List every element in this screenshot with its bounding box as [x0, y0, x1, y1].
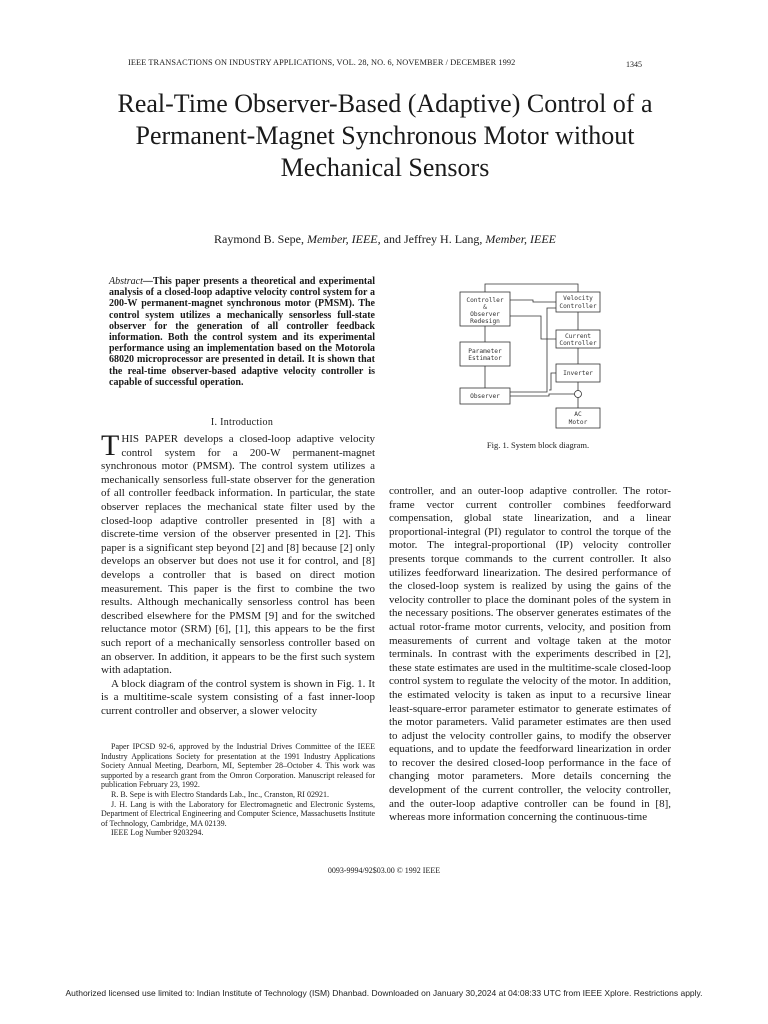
copyright-line: 0093-9994/92$03.00 © 1992 IEEE [327, 866, 441, 875]
author-line [100, 232, 670, 247]
label-parameter: Parameter [468, 348, 502, 355]
label-estimator: Estimator [468, 355, 502, 362]
intro-paragraph-2: A block diagram of the control system is shown in Fig. 1. It is a multitime-scale system consisting of a fast inner-loop current controller and observer, a slower velocity [101, 677, 375, 717]
footnote-4: IEEE Log Number 9203294. [111, 828, 204, 838]
label-controller: Controller [466, 297, 504, 304]
abstract-lead: Abstract [109, 276, 143, 287]
figure-caption: Fig. 1. System block diagram. [486, 440, 590, 450]
author-connector: and Jeffrey H. Lang, [380, 232, 486, 246]
author-1: Raymond B. Sepe, [213, 232, 307, 246]
label-motor: Motor [568, 419, 588, 426]
author-2-role: Member, IEEE [485, 232, 557, 246]
journal-header: IEEE TRANSACTIONS ON INDUSTRY APPLICATIONS, VOL. 28, NO. 6, NOVEMBER / DECEMBER 1992 [128, 58, 516, 67]
footnote [101, 742, 375, 838]
label-velocity-controller: Controller [559, 303, 597, 310]
right-column-text: controller, and an outer-loop adaptive controller. The rotor-frame vector current controller combines feedforward compensation, global state linearization, and a linear proportional-integral (PI) regulator to control the torque of the motor. The integral-proportional (IP) velocity controller presents torque commands to the current controller. It also utilizes feedforward linearization. The desired performance of the closed-loop system is realized by using the gains of the velocity controller to place the dominant poles of the system in the necessary positions. The observer generates estimates of the actual rotor-frame motor currents, velocity, and position from measurements of current and voltage taken at the motor terminals. In contrast with the experiments described in [2], these state estimates are used in the multitime-scale closed-loop control system to regulate the velocity of the motor. In addition, the estimated velocity is taken as input to a recursive linear least-square-error parameter estimator to generate estimates of the motor parameters. Valid parameter estimates are then used to adjust the velocity controller gains, to modify the observer equations, and to update the feedforward linearization in order to recover the desired closed-loop performance in the face of changing motor parameters. More details concerning the development of the current controller, the velocity controller, and the outer-loop adaptive controller can be found in [8], whereas more information concerning the continuous-time [389, 485, 671, 824]
abstract [109, 276, 375, 388]
drop-cap: T [101, 429, 120, 462]
license-notice: Authorized licensed use limited to: Indian Institute of Technology (ISM) Dhanbad. Downloaded on January 30,2024 at 04:08:33 UTC from IEEE Xplore. Restrictions apply. [65, 988, 703, 998]
abstract-text: —This paper presents a theoretical and experimental analysis of a closed-loop adaptive velocity control system for a 200-W permanent-magnet synchronous motor (PMSM). The control system utilizes a mechanically sensorless full-state observer for the generation of all controller feedback information. Both the control system and its experimental performance using an implementation based on the Motorola 68020 microprocessor are presented in detail. It is shown that the real-time observer-based adaptive velocity controller is capable of successful operation. [109, 276, 375, 388]
author-1-role: Member, IEEE, [306, 232, 381, 246]
section-heading-introduction: I. Introduction [210, 417, 274, 428]
label-observer: Observer [470, 393, 500, 400]
footnote-3: J. H. Lang is with the Laboratory for Electromagnetic and Electronic Systems, Department of Electrical Engineering and Computer Science, Massachusetts Institute of Technology, Cambridge, MA 02139. [101, 799, 375, 828]
body-column-left [101, 429, 375, 718]
label-inverter: Inverter [563, 370, 593, 377]
label-observer-1: Observer [470, 311, 500, 318]
footnote-1: Paper IPCSD 92-6, approved by the Industrial Drives Committee of the IEEE Industry Applications Society for presentation at the 1991 Industry Applications Society Annual Meeting, Dearborn, MI, September 28–October 4. This work was supported by a research grant from the Omron Corporation. Manuscript released for publication February 23, 1992. [101, 742, 375, 790]
page-number: 1345 [626, 60, 642, 69]
system-block-diagram [455, 280, 615, 440]
label-current-controller: Controller [559, 340, 597, 347]
label-current: Current [564, 333, 592, 340]
label-ampersand: & [483, 304, 487, 311]
label-ac: AC [574, 411, 582, 418]
label-redesign: Redesign [470, 318, 500, 325]
paper-title: Real-Time Observer-Based (Adaptive) Control of a Permanent-Magnet Synchronous Motor without Mechanical Sensors [117, 89, 653, 182]
intro-paragraph-1-text: HIS PAPER develops a closed-loop adaptive velocity control system for a 200-W permanent-magnet synchronous motor (PMSM). The control system utilizes a mechanically sensorless full-state observer for the generation of all controller feedback information. In particular, the state observer replaces the mechanical state filter used by the closed-loop adaptive controller presented in [8] with a discrete-time version of the observer presented in [2]. This paper is a significant step beyond [2] and [8] because [2] only develops an observer but does not use it for control, and [8] develops a controller that is based on direct motion measurement. This paper is the first to combine the two results. Although mechanically sensorless control has been described elsewhere for the PMSM [9] and for the switched reluctance motor (SRM) [6], [1], this appears to be the first such report of a mechanically sensorless controller based on an observer. In addition, it appears to be the first such system with adaptation. [101, 433, 375, 677]
intro-paragraph-1 [101, 429, 375, 678]
label-velocity: Velocity [563, 295, 593, 302]
current-sensor-symbol [575, 391, 582, 398]
footnote-2: R. B. Sepe is with Electro Standards Lab., Inc., Cranston, RI 02921. [111, 789, 329, 799]
body-column-right [389, 485, 671, 825]
